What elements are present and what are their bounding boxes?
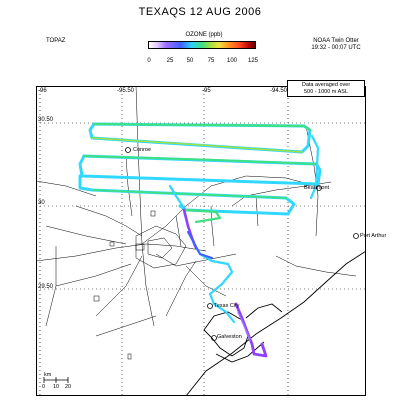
legend-tick: 125 bbox=[247, 58, 259, 64]
scale-tick-label: 20 bbox=[65, 384, 72, 390]
legend-tick: 100 bbox=[226, 58, 238, 64]
legend-tick: 50 bbox=[186, 58, 194, 64]
instrument-label: TOPAZ bbox=[46, 38, 66, 44]
graticule bbox=[36, 86, 366, 396]
legend-title: OZONE (ppb) bbox=[185, 32, 223, 38]
ozone-color-bar bbox=[148, 41, 256, 49]
city-label-conroe: Conroe bbox=[133, 147, 152, 153]
latitude-label: 30.50 bbox=[38, 117, 54, 123]
map-title: TEXAQS 12 AUG 2006 bbox=[138, 6, 262, 18]
texas-city-marker bbox=[208, 304, 213, 309]
city-label-beaumont: Beaumont bbox=[304, 185, 330, 191]
scale-tick-label: 0 bbox=[42, 384, 46, 390]
legend-tick: 0 bbox=[147, 58, 151, 64]
flight-track-map bbox=[36, 86, 366, 396]
organization-label: NOAA Twin Otter bbox=[313, 38, 359, 44]
city-label-port-arthur: Port Arthur bbox=[360, 233, 387, 239]
map-frame bbox=[37, 87, 366, 396]
urban-area bbox=[94, 211, 186, 359]
legend-tick: 75 bbox=[207, 58, 215, 64]
longitude-label: -95.50 bbox=[117, 88, 135, 94]
data-averaging-note bbox=[287, 80, 365, 97]
flight-tracks bbox=[80, 124, 320, 356]
legend-tick: 25 bbox=[166, 58, 174, 64]
port-arthur-marker bbox=[354, 234, 359, 239]
scale-unit-label: km bbox=[44, 372, 52, 378]
city-label-texas-city: Texas City bbox=[214, 303, 240, 309]
longitude-label: -96 bbox=[38, 88, 47, 94]
city-label-galveston: Galveston bbox=[217, 334, 242, 340]
city-markers bbox=[126, 148, 359, 341]
scale-tick-label: 10 bbox=[53, 384, 60, 390]
data-note-line2: 500 - 1000 m ASL bbox=[303, 88, 349, 95]
time-range-label: 19:32 - 00:07 UTC bbox=[311, 45, 361, 51]
data-note-line1: Data averaged over bbox=[301, 82, 351, 88]
longitude-label: -95 bbox=[202, 88, 211, 94]
longitude-label: -94.50 bbox=[270, 88, 288, 94]
conroe-marker bbox=[126, 148, 131, 153]
coastline bbox=[186, 251, 366, 396]
latitude-label: 29.50 bbox=[38, 284, 54, 290]
latitude-label: 30 bbox=[38, 200, 45, 206]
